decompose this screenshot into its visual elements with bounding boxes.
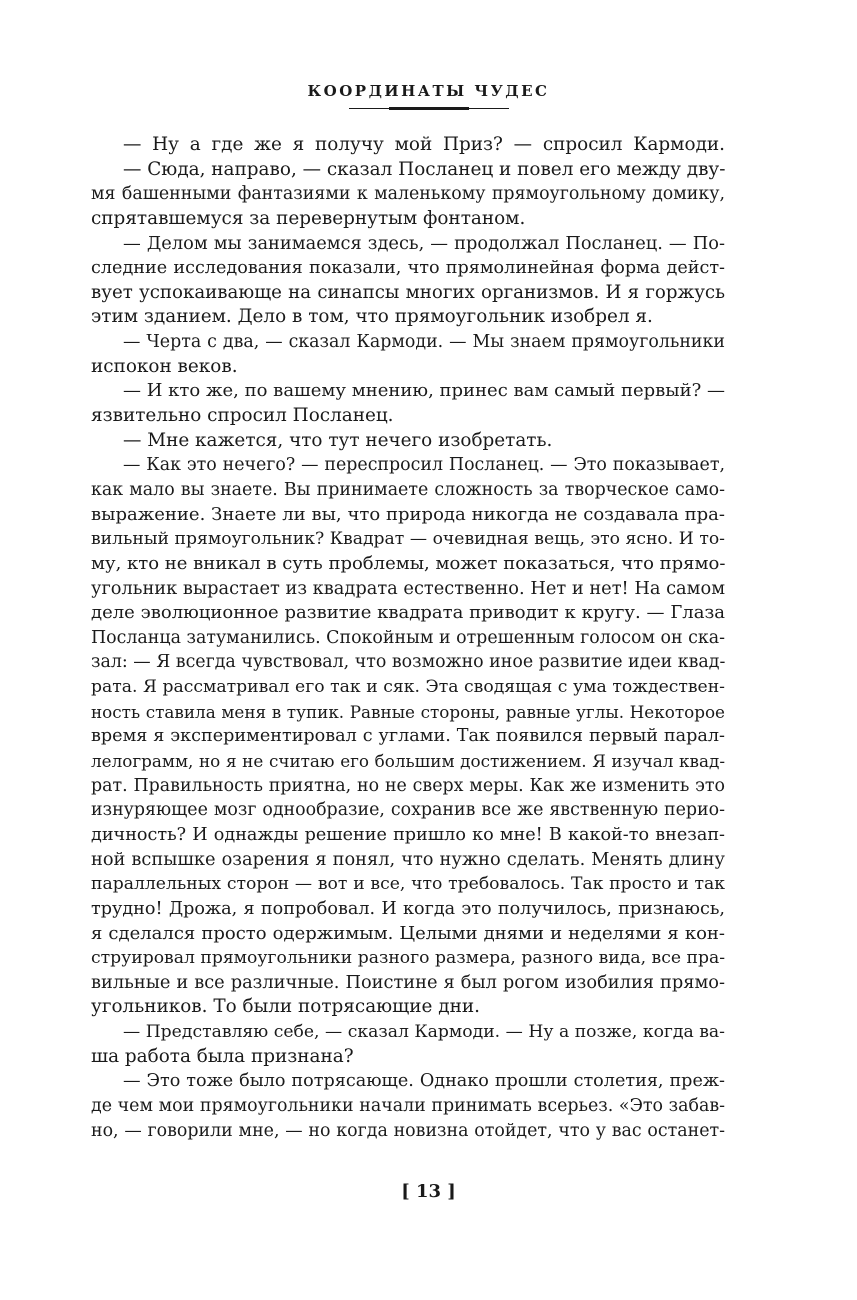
text-line: ша работа была признана?: [91, 1045, 354, 1067]
text-line: деле эволюционное развитие квадрата приводит к кругу. — Глаза: [91, 602, 725, 624]
text-line: ность ставила меня в тупик. Равные стороны, равные углы. Некоторое: [91, 701, 725, 722]
text-line: изнуряющее мозг однообразие, сохранив все же явственную перио-: [91, 800, 725, 821]
text-line: — Это тоже было потрясающе. Однако прошли столетия, преж-: [123, 1071, 725, 1092]
text-line: рат. Правильность приятна, но не сверх меры. Как же изменить это: [91, 775, 725, 796]
text-line: Посланца затуманились. Спокойным и отрешенным голосом он ска-: [91, 627, 725, 648]
text-line: дичность? И однажды решение пришло ко мне! В какой-то внезап-: [91, 824, 725, 845]
text-line: следние исследования показали, что прямолинейная форма дейст-: [91, 258, 725, 279]
text-line: вует успокаивающе на синапсы многих организмов. И я горжусь: [91, 281, 725, 303]
text-line: я сделался просто одержимым. Целыми днями и неделями я кон-: [91, 922, 725, 944]
text-line: вильные и все различные. Поистине я был рогом изобилия прямо-: [91, 971, 725, 993]
text-line: — Делом мы занимаемся здесь, — продолжал Посланец. — По-: [123, 232, 725, 254]
text-line: угольников. То были потрясающие дни.: [91, 996, 480, 1018]
text-line: испокон веков.: [91, 355, 238, 377]
text-line: выражение. Знаете ли вы, что природа никогда не создавала пра-: [91, 503, 725, 525]
text-line: угольник вырастает из квадрата естественно. Нет и нет! На самом: [91, 577, 726, 599]
text-line: мя башенными фантазиями к маленькому прямоугольному домику,: [91, 184, 725, 205]
text-line: язвительно спросил Посланец.: [91, 405, 394, 427]
text-line: — Сюда, направо, — сказал Посланец и повел его между дву-: [123, 158, 726, 180]
text-line: — И кто же, по вашему мнению, принес вам самый первый? —: [123, 380, 725, 402]
text-line: де чем мои прямоугольники начали принимать всерьез. «Это забав-: [91, 1095, 725, 1116]
text-line: — Черта с два, — сказал Кармоди. — Мы знаем прямоугольники: [123, 332, 725, 353]
running-header-title: КООРДИНАТЫ ЧУДЕС: [307, 82, 550, 100]
text-line: — Представляю себе, — сказал Кармоди. — Ну а позже, когда ва-: [123, 1022, 725, 1043]
text-line: му, кто не вникал в суть проблемы, может показаться, что прямо-: [91, 552, 726, 574]
text-line: лелограмм, но я не считаю его большим достижением. Я изучал квад-: [91, 751, 725, 772]
text-line: зал: — Я всегда чувствовал, что возможно иное развитие идеи квад-: [91, 652, 726, 673]
body-text: [91, 133, 725, 1143]
text-line: спрятавшемуся за перевернутым фонтаном.: [91, 207, 526, 229]
text-line: — Как это нечего? — переспросил Посланец. — Это показывает,: [123, 455, 725, 476]
text-line: этим зданием. Дело в том, что прямоугольник изобрел я.: [91, 306, 653, 328]
text-line: время я экспериментировал с углами. Так появился первый парал-: [91, 726, 725, 747]
page-number: [ 13 ]: [401, 1181, 456, 1202]
text-line: — Ну а где же я получу мой Приз? — спросил Кармоди.: [123, 134, 725, 155]
text-line: но, — говорили мне, — но когда новизна отойдет, что у вас останет-: [91, 1120, 725, 1141]
text-line: как мало вы знаете. Вы принимаете сложность за творческое само-: [91, 479, 725, 500]
running-header: [0, 82, 857, 110]
text-line: струировал прямоугольники разного размера, разного вида, все пра-: [91, 948, 725, 969]
text-line: — Мне кажется, что тут нечего изобретать.: [123, 429, 553, 451]
text-line: вильный прямоугольник? Квадрат — очевидная вещь, это ясно. И то-: [91, 529, 725, 550]
text-line: трудно! Дрожа, я попробовал. И когда это получилось, признаюсь,: [91, 898, 725, 919]
header-ornament-rule: [349, 107, 509, 110]
text-line: параллельных сторон — вот и все, что требовалось. Так просто и так: [91, 874, 725, 895]
text-line: рата. Я рассматривал его так и сяк. Эта сводящая с ума тождествен-: [91, 677, 725, 698]
text-line: ной вспышке озарения я понял, что нужно сделать. Менять длину: [91, 848, 725, 870]
